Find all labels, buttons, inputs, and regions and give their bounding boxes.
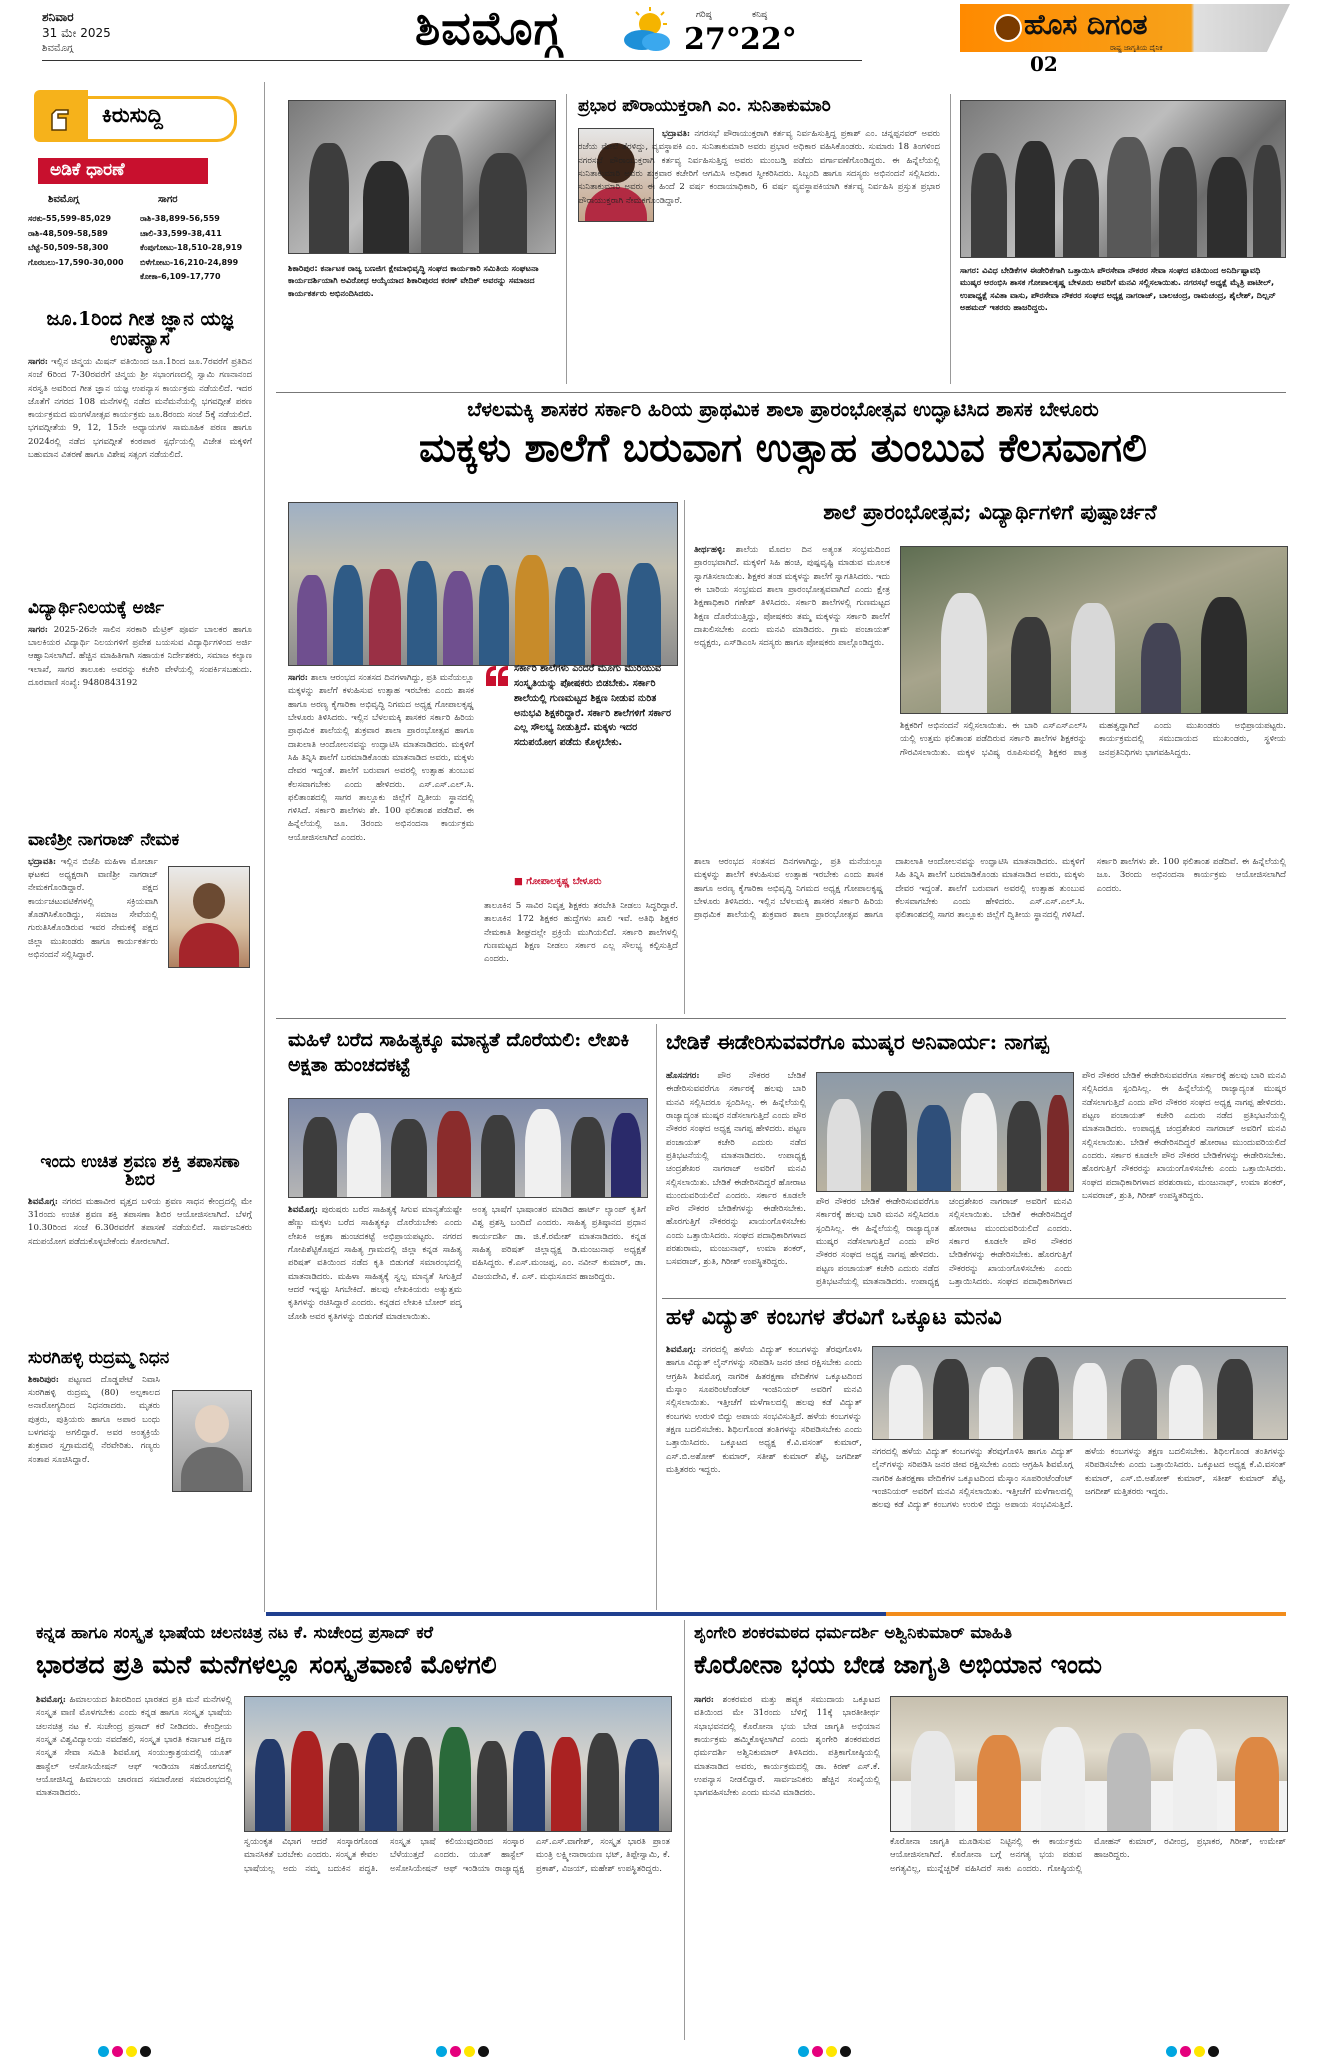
press-meet-photo xyxy=(890,1696,1288,1832)
min-temp-label: ಕನಿಷ್ಠ xyxy=(752,10,768,20)
side-story-title: ಶಾಲೆ ಪ್ರಾರಂಭೋತ್ಸವ; ವಿದ್ಯಾರ್ಥಿಗಳಿಗೆ ಪುಷ್ಪಾರ್ಚನೆ xyxy=(823,500,1157,524)
story-body: ನಗರದಲ್ಲಿ ಹಳೆಯ ವಿದ್ಯುತ್ ಕಂಬಗಳನ್ನು ತೆರವುಗೊಳಿಸಿ ಹಾಗೂ ವಿದ್ಯುತ್ ಲೈನ್‌ಗಳನ್ನು ಸರಿಪಡಿಸಿ ಜನರ ಜೀವ ರಕ್ಷಿಸಬೇಕು ಎಂದು ಆಗ್ರಹಿಸಿ ಶಿವಮೊಗ್ಗ ನಾಗರಿಕ ಹಿತರಕ್ಷಣಾ ವೇದಿಕೆಗಳ ಒಕ್ಕೂಟದಿಂದ ಮೆಸ್ಕಾಂ ಸೂಪರಿಂಟೆಂಡೆಂಟ್ ಇಂಜಿನಿಯರ್ ಅವರಿಗೆ ಮನವಿ ಸಲ್ಲಿಸಲಾಯಿತು. ಇತ್ತೀಚೆಗೆ ಮಳೆಗಾಲದಲ್ಲಿ ಹಲವು ಕಡೆ ವಿದ್ಯುತ್ ಕಂಬಗಳು ಉರುಳಿ ಬಿದ್ದು ಅಪಾಯ ಸಂಭವಿಸುತ್ತಿದೆ. ಹಳೆಯ ಕಂಬಗಳನ್ನು ತಕ್ಷಣ ಬದಲಿಸಬೇಕು. ಶಿಥಿಲಗೊಂಡ ತಂತಿಗಳನ್ನು ಸರಿಪಡಿಸಬೇಕು ಎಂದು ಒತ್ತಾಯಿಸಿದರು. ಒಕ್ಕೂಟದ ಅಧ್ಯಕ್ಷ ಕೆ.ವಿ.ವಸಂತ್ ಕುಮಾರ್, ಎಸ್.ಬಿ.ಅಶೋಕ್ ಕುಮಾರ್, ಸತೀಶ್ ಕುಮಾರ್ ಶೆಟ್ಟಿ, ಜಗದೀಶ್ ಮತ್ತಿತರರು ಇದ್ದರು. xyxy=(666,1345,862,1475)
top-left-photo xyxy=(288,100,556,254)
story-body: ಪಟ್ಟಣದ ದೊಡ್ಡಪೇಟೆ ನಿವಾಸಿ ಸುರಗಿಹಳ್ಳಿ ರುದ್ರಮ್ಮ (80) ಅಲ್ಪಕಾಲದ ಅನಾರೋಗ್ಯದಿಂದ ನಿಧನರಾದರು. ಮೃತರು ಪುತ್ರರು, ಪುತ್ರಿಯರು ಹಾಗೂ ಅಪಾರ ಬಂಧು ಬಳಗವನ್ನು ಅಗಲಿದ್ದಾರೆ. ಅವರ ಅಂತ್ಯಕ್ರಿಯೆ ಶುಕ್ರವಾರ ಸ್ವಗ್ರಾಮದಲ್ಲಿ ನೆರವೇರಿತು. ಗಣ್ಯರು ಸಂತಾಪ ಸೂಚಿಸಿದ್ದಾರೆ. xyxy=(28,1374,160,1465)
paper-name: ಹೊಸ ದಿಗಂತ xyxy=(1024,8,1148,41)
book-release-photo xyxy=(288,1098,648,1198)
market-row: ಬಿಳೆಗೋಟು-16,210-24,899 xyxy=(140,257,239,267)
story-title: ವಿದ್ಯಾರ್ಥಿನಿಲಯಕ್ಕೆ ಅರ್ಜಿ xyxy=(28,598,165,618)
market-row: ಕೋಕಾ-6,109-17,770 xyxy=(140,272,221,281)
max-temp-label: ಗರಿಷ್ಠ xyxy=(696,10,712,20)
story-title: ಸುರಗಿಹಳ್ಳಿ ರುದ್ರಮ್ಮ ನಿಧನ xyxy=(28,1348,170,1368)
side-story-body-3 xyxy=(694,856,1286,1008)
dateline: ಶಿಕಾರಿಪುರ: xyxy=(28,1374,59,1385)
side-story-body xyxy=(694,544,890,850)
story-body: ಶಿಕ್ಷಕರಿಗೆ ಅಭಿನಂದನೆ ಸಲ್ಲಿಸಲಾಯಿತು. ಈ ಬಾರಿ ಎಸ್‌ಎಸ್‌ಎಲ್‌ಸಿ ಯಲ್ಲಿ ಉತ್ತಮ ಫಲಿತಾಂಶ ಪಡೆದಿರುವ ಸರ್ಕಾರಿ ಶಾಲೆಗಳ ಶಿಕ್ಷಕರನ್ನು ಗೌರವಿಸಲಾಯಿತು. ಮಕ್ಕಳ ಭವಿಷ್ಯ ರೂಪಿಸುವಲ್ಲಿ ಶಿಕ್ಷಕರ ಪಾತ್ರ ಮಹತ್ವದ್ದಾಗಿದೆ ಎಂದು ಮುಖಂಡರು ಅಭಿಪ್ರಾಯಪಟ್ಟರು. ಕಾರ್ಯಕ್ರಮದಲ್ಲಿ ಸಮುದಾಯದ ಮುಖಂಡರು, ಸ್ಥಳೀಯ ಜನಪ್ರತಿನಿಧಿಗಳು ಭಾಗವಹಿಸಿದ್ದರು. xyxy=(900,721,1286,758)
dateline: ಹೊಸನಗರ: xyxy=(666,1071,700,1081)
sidebar-story xyxy=(28,1350,252,1574)
market-row: ರಾಶಿ-38,899-56,559 xyxy=(140,214,220,223)
lead-body-col1 xyxy=(288,672,474,1014)
min-temp: 22° xyxy=(740,22,797,57)
brand-emblem-icon xyxy=(994,14,1022,42)
top-mid-title: ಪ್ರಭಾರ ಪೌರಾಯುಕ್ತರಾಗಿ ಎಂ. ಸುನಿತಾಕುಮಾರಿ xyxy=(578,96,831,116)
sidebar-story xyxy=(28,600,252,824)
story-body: ನಗರದ ಮಹಾವೀರ ವೃತ್ತದ ಬಳಿಯ ಶ್ರವಣ ಸಾಧನ ಕೇಂದ್ರದಲ್ಲಿ ಮೇ 31ರಂದು ಉಚಿತ ಶ್ರವಣ ಶಕ್ತಿ ತಪಾಸಣಾ ಶಿಬಿರ ಆಯೋಜಿಸಲಾಗಿದೆ. ಬೆಳಗ್ಗೆ 10.30ರಿಂದ ಸಂಜೆ 6.30ರವರೆಗೆ ತಪಾಸಣೆ ನಡೆಯಲಿದೆ. ಸಾರ್ವಜನಿಕರು ಸದುಪಯೋಗ ಪಡೆದುಕೊಳ್ಳಬೇಕೆಂದು ಕೋರಲಾಗಿದೆ. xyxy=(28,1196,252,1247)
story-body: ಪೌರ ನೌಕರರ ಬೇಡಿಕೆ ಈಡೇರಿಸುವವರೆಗೂ ಸರ್ಕಾರಕ್ಕೆ ಹಲವು ಬಾರಿ ಮನವಿ ಸಲ್ಲಿಸಿದರೂ ಸ್ಪಂದಿಸಿಲ್ಲ. ಈ ಹಿನ್ನೆಲೆಯಲ್ಲಿ ರಾಜ್ಯಾದ್ಯಂತ ಮುಷ್ಕರ ನಡೆಸಲಾಗುತ್ತಿದೆ ಎಂದು ಪೌರ ನೌಕರರ ಸಂಘದ ಅಧ್ಯಕ್ಷ ನಾಗಪ್ಪ ಹೇಳಿದರು. ಪಟ್ಟಣ ಪಂಚಾಯತ್ ಕಚೇರಿ ಎದುರು ನಡೆದ ಪ್ರತಿಭಟನೆಯಲ್ಲಿ ಮಾತನಾಡಿದರು. ಉಪಾಧ್ಯಕ್ಷ ಚಂದ್ರಶೇಖರ ನಾಗರಾಜ್ ಅವರಿಗೆ ಮನವಿ ಸಲ್ಲಿಸಲಾಯಿತು. ಬೇಡಿಕೆ ಈಡೇರಿಸದಿದ್ದರೆ ಹೋರಾಟ ಮುಂದುವರಿಯಲಿದೆ ಎಂದರು. ಸರ್ಕಾರ ಕೂಡಲೇ ಪೌರ ನೌಕರರ ಬೇಡಿಕೆಗಳನ್ನು ಈಡೇರಿಸಬೇಕು. ಹೊರಗುತ್ತಿಗೆ ನೌಕರರನ್ನು ಖಾಯಂಗೊಳಿಸಬೇಕು ಎಂದು ಒತ್ತಾಯಿಸಿದರು. ಸಂಘದ ಪದಾಧಿಕಾರಿಗಳಾದ ಪರಶುರಾಮ, ಮಂಜುನಾಥ್, ಉಮಾ ಶಂಕರ್, ಬಸವರಾಜ್, ಶ್ರುತಿ, ಗಿರೀಶ್ ಉಪಸ್ಥಿತರಿದ್ದರು. xyxy=(1082,1071,1286,1201)
dateline: ಸಾಗರ: xyxy=(694,1695,714,1705)
obituary-photo xyxy=(172,1390,252,1492)
top-right-caption: ಸಾಗರ: ವಿವಿಧ ಬೇಡಿಕೆಗಳ ಈಡೇರಿಕೆಗಾಗಿ ಒತ್ತಾಯಿಸಿ ಪೌರಸೇವಾ ನೌಕರರ ಸೇವಾ ಸಂಘದ ವತಿಯಿಂದ ಅನಿರ್ದಿಷ್ಟಾವಧಿ ಮುಷ್ಕರ ಆರಂಭಿಸಿ ಶಾಸಕ ಗೋಪಾಲಕೃಷ್ಣ ಬೇಳೂರು ಅವರಿಗೆ ಮನವಿ ಸಲ್ಲಿಸಲಾಯಿತು. ನಗರಸಭೆ ಅಧ್ಯಕ್ಷೆ ಮೈತ್ರಿ ಪಾಟೀಲ್, ಉಪಾಧ್ಯಕ್ಷೆ ಸವಿತಾ ವಾಸು, ಪೌರಸೇವಾ ನೌಕರರ ಸಂಘದ ಅಧ್ಯಕ್ಷ ನಾಗರಾಜ್, ಬಾಲಚಂದ್ರ, ರಾಮಚಂದ್ರ, ಶೈಲೇಶ್, ದಿಲ್ಷನ್ ಅಹಮದ್ ಇತರರು ಹಾಜರಿದ್ದರು. xyxy=(960,265,1276,312)
column-rule xyxy=(684,500,685,1014)
print-registration-marks xyxy=(0,2046,1330,2060)
top-left-caption: ಶಿಕಾರಿಪುರ: ಕರ್ನಾಟಕ ರಾಜ್ಯ ಬಣಜಿಗ ಕ್ಷೇಮಾಭಿವೃದ್ಧಿ ಸಂಘದ ಕಾರ್ಯಕಾರಿ ಸಮಿತಿಯ ಸಂಘಟನಾ ಕಾರ್ಯದರ್ಶಿಯಾಗಿ ಅವಿರೋಧ ಆಯ್ಕೆಯಾದ ಶಿಕಾರಿಪುರದ ಕರಣ್ ವೇದಿಕ್ ಅವರನ್ನು ಸಮಾಜದ ಕಾರ್ಯಕರ್ತರು ಅಭಿನಂದಿಸಿದರು. xyxy=(288,263,539,298)
column-rule xyxy=(684,1620,685,2040)
story-body: ಪುರುಷರು ಬರೆದ ಸಾಹಿತ್ಯಕ್ಕೆ ಸಿಗುವ ಮಾನ್ಯತೆಯಷ್ಟೇ ಹೆಣ್ಣು ಮಕ್ಕಳು ಬರೆದ ಸಾಹಿತ್ಯಕ್ಕೂ ದೊರೆಯಬೇಕು ಎಂದು ಲೇಖಕಿ ಅಕ್ಷತಾ ಹುಂಚದಕಟ್ಟೆ ಅಭಿಪ್ರಾಯಪಟ್ಟರು. ನಗರದ ಗೋಪಿಶೆಟ್ಟಿಕೊಪ್ಪದ ಸಾಹಿತ್ಯ ಗ್ರಾಮದಲ್ಲಿ ಜಿಲ್ಲಾ ಕನ್ನಡ ಸಾಹಿತ್ಯ ಪರಿಷತ್ ವತಿಯಿಂದ ನಡೆದ ಕೃತಿ ಬಿಡುಗಡೆ ಸಮಾರಂಭದಲ್ಲಿ ಮಾತನಾಡಿದರು. ಮಹಿಳಾ ಸಾಹಿತ್ಯಕ್ಕೆ ಸ್ವಲ್ಪ ಮಾನ್ಯತೆ ಸಿಗುತ್ತಿದೆ ಆದರೆ ಇನ್ನಷ್ಟು ಸಿಗಬೇಕಿದೆ. ಹಲವು ಲೇಖಕಿಯರು ಅತ್ಯುತ್ತಮ ಕೃತಿಗಳನ್ನು ರಚಿಸಿದ್ದಾರೆ ಎಂದರು. ಕನ್ನಡದ ಲೇಖಕಿ ಬೋರ್ ಪದ್ಮ ಜೋಶಿ ಅವರ ಕೃತಿಗಳನ್ನು ಬಿಡುಗಡೆ ಮಾಡಲಾಯಿತು. xyxy=(288,1205,462,1322)
side-story-body-2 xyxy=(900,720,1286,850)
kirusuddi-title: ಕಿರುಸುದ್ದಿ xyxy=(102,102,163,127)
max-temp: 27° xyxy=(684,22,741,57)
top-right-photo xyxy=(960,100,1286,258)
dateline: ಶಿವಮೊಗ್ಗ: xyxy=(666,1345,696,1355)
kirusuddi-badge xyxy=(34,90,234,142)
market-right-list xyxy=(140,212,258,285)
story-body: ಕೊರೋನಾ ಜಾಗೃತಿ ಮೂಡಿಸುವ ನಿಟ್ಟಿನಲ್ಲಿ ಈ ಕಾರ್ಯಕ್ರಮ ಆಯೋಜಿಸಲಾಗಿದೆ. ಕೊರೋನಾ ಬಗ್ಗೆ ಅನಗತ್ಯ ಭಯ ಪಡುವ ಅಗತ್ಯವಿಲ್ಲ, ಮುನ್ನೆಚ್ಚರಿಕೆ ವಹಿಸಿದರೆ ಸಾಕು ಎಂದರು. ಗೋಷ್ಠಿಯಲ್ಲಿ ಮೋಹನ್ ಕುಮಾರ್, ರವೀಂದ್ರ, ಪ್ರಭಾಕರ, ಗಿರೀಶ್, ಉಮೇಶ್ ಹಾಜರಿದ್ದರು. xyxy=(890,1837,1286,1874)
story-body: ಶಾಲಾ ಆರಂಭದ ಸಂತಸದ ದಿನಗಳಾಗಿದ್ದು, ಪ್ರತಿ ಮನೆಯಲ್ಲೂ ಮಕ್ಕಳನ್ನು ಶಾಲೆಗೆ ಕಳುಹಿಸುವ ಉತ್ಸಾಹ ಇರಬೇಕು ಎಂದು ಶಾಸಕ ಹಾಗೂ ಅರಣ್ಯ ಕೈಗಾರಿಕಾ ಅಭಿವೃದ್ಧಿ ನಿಗಮದ ಅಧ್ಯಕ್ಷ ಗೋಪಾಲಕೃಷ್ಣ ಬೇಳೂರು ತಿಳಿಸಿದರು. ಇಲ್ಲಿನ ಬೆಳಲಮಕ್ಕಿ ಶಾಸಕರ ಸರ್ಕಾರಿ ಹಿರಿಯ ಪ್ರಾಥಮಿಕ ಶಾಲೆಯಲ್ಲಿ ಶುಕ್ರವಾರ ಶಾಲಾ ಪ್ರಾರಂಭೋತ್ಸವ ಹಾಗೂ ದಾಖಲಾತಿ ಆಂದೋಲನವನ್ನು ಉದ್ಘಾಟಿಸಿ ಮಾತನಾಡಿದರು. ಮಕ್ಕಳಿಗೆ ಸಿಹಿ ತಿನ್ನಿಸಿ ಶಾಲೆಗೆ ಬರಮಾಡಿಕೊಂಡು ಮಾತನಾಡಿದ ಅವರು, ಮಕ್ಕಳು ದೇವರ ಇದ್ದಂತೆ. ಶಾಲೆಗೆ ಬರುವಾಗ ಅವರಲ್ಲಿ ಉತ್ಸಾಹ ತುಂಬುವ ಕೆಲಸವಾಗಬೇಕು ಎಂದು ಹೇಳಿದರು. ಎಸ್.ಎಸ್.ಎಲ್.ಸಿ. ಫಲಿತಾಂಶದಲ್ಲಿ ಸಾಗರ ತಾಲ್ಲೂಕು ಜಿಲ್ಲೆಗೆ ದ್ವಿತೀಯ ಸ್ಥಾನದಲ್ಲಿ ಗಳಿಸಿದೆ. ಸರ್ಕಾರಿ ಶಾಲೆಗಳು ಶೇ. 100 ಫಲಿತಾಂಶ ಪಡೆದಿವೆ. ಈ ಹಿನ್ನೆಲೆಯಲ್ಲಿ ಜೂ. 3ರಂದು ಅಭಿನಂದನಾ ಕಾರ್ಯಕ್ರಮ ಆಯೋಜಿಸಲಾಗಿದೆ ಎಂದರು. xyxy=(694,857,1286,921)
city-title: ಶಿವಮೊಗ್ಗ xyxy=(415,1,562,55)
bottom-left-kicker: ಕನ್ನಡ ಹಾಗೂ ಸಂಸ್ಕೃತ ಭಾಷೆಯ ಚಲನಚಿತ್ರ ನಟ ಕೆ. ಸುಚೇಂದ್ರ ಪ್ರಸಾದ್ ಕರೆ xyxy=(36,1623,434,1642)
story-body: ಶಂಕರಮಠ ಮತ್ತು ಹವ್ಯಕ ಸಮುದಾಯ ಒಕ್ಕೂಟದ ವತಿಯಿಂದ ಮೇ 31ರಂದು ಬೆಳಿಗ್ಗೆ 11ಕ್ಕೆ ಭಾರತೀತೀರ್ಥ ಸಭಾಭವನದಲ್ಲಿ ಕೊರೋನಾ ಭಯ ಬೇಡ ಜಾಗೃತಿ ಅಭಿಯಾನ ಕಾರ್ಯಕ್ರಮ ಹಮ್ಮಿಕೊಳ್ಳಲಾಗಿದೆ ಎಂದು ಶೃಂಗೇರಿ ಶಂಕರಮಠದ ಧರ್ಮದರ್ಶಿ ಅಶ್ವಿನಿಕುಮಾರ್ ತಿಳಿಸಿದರು. ಪತ್ರಿಕಾಗೋಷ್ಠಿಯಲ್ಲಿ ಮಾತನಾಡಿದ ಅವರು, ಕಾರ್ಯಕ್ರಮದಲ್ಲಿ ಡಾ. ಕಿರಣ್ ಎಸ್.ಕೆ. ಉಪನ್ಯಾಸ ನೀಡಲಿದ್ದಾರೆ. ಸಾರ್ವಜನಿಕರು ಹೆಚ್ಚಿನ ಸಂಖ್ಯೆಯಲ್ಲಿ ಭಾಗವಹಿಸಬೇಕು ಎಂದು ಮನವಿ ಮಾಡಿದರು. xyxy=(694,1695,880,1799)
lead-body-col2 xyxy=(484,900,678,1012)
section-rule xyxy=(276,392,1286,393)
mid-right-body xyxy=(666,1070,806,1292)
mid-left-body xyxy=(288,1204,462,1604)
mid-right-title: ಬೇಡಿಕೆ ಈಡೇರಿಸುವವರೆಗೂ ಮುಷ್ಕರ ಅನಿವಾರ್ಯ: ನಾಗಪ್ಪ xyxy=(666,1030,1049,1054)
dateline: ಶಿವಮೊಗ್ಗ: xyxy=(28,1196,58,1207)
story-body: ಅಂತ್ಯ ಭಾಷೆಗೆ ಭಾಷಾಂತರ ಮಾಡಿದ ಹಾರ್ಟ್ ಲ್ಯಾಂಪ್ ಕೃತಿಗೆ ವಿಶ್ವ ಪ್ರಶಸ್ತಿ ಬಂದಿದೆ ಎಂದರು. ಸಾಹಿತ್ಯ ಪ್ರತಿಷ್ಠಾನದ ಪ್ರಧಾನ ಕಾರ್ಯದರ್ಶಿ ಡಾ. ಜಿ.ಕೆ.ರಮೇಶ್ ಮಾತನಾಡಿದರು. ಕನ್ನಡ ಸಾಹಿತ್ಯ ಪರಿಷತ್ ಜಿಲ್ಲಾಧ್ಯಕ್ಷ ಡಿ.ಮಂಜುನಾಥ ಅಧ್ಯಕ್ಷತೆ ವಹಿಸಿದ್ದರು. ಕೆ.ಎಸ್.ಮಂಜಪ್ಪ, ಎಂ. ನವೀನ್ ಕುಮಾರ್, ಡಾ. ವಿಜಯದೇವಿ, ಕೆ. ಎಸ್. ಮಧುಸೂದನ ಹಾಜರಿದ್ದರು. xyxy=(472,1205,646,1282)
strip-title: ಹಳೆ ವಿದ್ಯುತ್ ಕಂಬಗಳ ತೆರವಿಗೆ ಒಕ್ಕೂಟ ಮನವಿ xyxy=(666,1304,1002,1330)
market-row: ಬೆಟ್ಟೆ-50,509-58,300 xyxy=(28,243,109,252)
market-row: ಕೆಂಪುಗೋಟು-18,510-28,919 xyxy=(140,243,243,252)
masthead xyxy=(0,0,1330,82)
story-body: ಪೌರ ನೌಕರರ ಬೇಡಿಕೆ ಈಡೇರಿಸುವವರೆಗೂ ಸರ್ಕಾರಕ್ಕೆ ಹಲವು ಬಾರಿ ಮನವಿ ಸಲ್ಲಿಸಿದರೂ ಸ್ಪಂದಿಸಿಲ್ಲ. ಈ ಹಿನ್ನೆಲೆಯಲ್ಲಿ ರಾಜ್ಯಾದ್ಯಂತ ಮುಷ್ಕರ ನಡೆಸಲಾಗುತ್ತಿದೆ ಎಂದು ಪೌರ ನೌಕರರ ಸಂಘದ ಅಧ್ಯಕ್ಷ ನಾಗಪ್ಪ ಹೇಳಿದರು. ಪಟ್ಟಣ ಪಂಚಾಯತ್ ಕಚೇರಿ ಎದುರು ನಡೆದ ಪ್ರತಿಭಟನೆಯಲ್ಲಿ ಮಾತನಾಡಿದರು. ಉಪಾಧ್ಯಕ್ಷ ಚಂದ್ರಶೇಖರ ನಾಗರಾಜ್ ಅವರಿಗೆ ಮನವಿ ಸಲ್ಲಿಸಲಾಯಿತು. ಬೇಡಿಕೆ ಈಡೇರಿಸದಿದ್ದರೆ ಹೋರಾಟ ಮುಂದುವರಿಯಲಿದೆ ಎಂದರು. ಸರ್ಕಾರ ಕೂಡಲೇ ಪೌರ ನೌಕರರ ಬೇಡಿಕೆಗಳನ್ನು ಈಡೇರಿಸಬೇಕು. ಹೊರಗುತ್ತಿಗೆ ನೌಕರರನ್ನು ಖಾಯಂಗೊಳಿಸಬೇಕು ಎಂದು ಒತ್ತಾಯಿಸಿದರು. ಸಂಘದ ಪದಾಧಿಕಾರಿಗಳಾದ xyxy=(816,1197,1072,1287)
story-title: ವಾಣಿಶ್ರೀ ನಾಗರಾಜ್ ನೇಮಕ xyxy=(28,830,180,850)
section-rule xyxy=(662,1298,1286,1299)
dateline: ಶಿವಮೊಗ್ಗ: xyxy=(36,1695,66,1705)
story-body: ಶಾಲೆಯ ಮೊದಲ ದಿನ ಅತ್ಯಂತ ಸಂಭ್ರಮದಿಂದ ಪ್ರಾರಂಭವಾಗಿದೆ. ಮಕ್ಕಳಿಗೆ ಸಿಹಿ ಹಂಚಿ, ಪುಷ್ಪವೃಷ್ಟಿ ಮಾಡುವ ಮೂಲಕ ಸ್ವಾಗತಿಸಲಾಯಿತು. ಶಿಕ್ಷಕರ ತಂಡ ಮಕ್ಕಳನ್ನು ಶಾಲೆಗೆ ಸ್ವಾಗತಿಸಿದರು. ಇದು ಈ ಬಾರಿಯ ಸಂಭ್ರಮದ ಶಾಲಾ ಪ್ರಾರಂಭೋತ್ಸವವಾಗಿದೆ ಎಂದು ಕ್ಷೇತ್ರ ಶಿಕ್ಷಣಾಧಿಕಾರಿ ಗಣೇಶ್ ತಿಳಿಸಿದರು. ಸರ್ಕಾರಿ ಶಾಲೆಗಳಲ್ಲಿ ಗುಣಮಟ್ಟದ ಶಿಕ್ಷಣ ದೊರೆಯುತ್ತಿದ್ದು, ಪೋಷಕರು ತಮ್ಮ ಮಕ್ಕಳನ್ನು ಸರ್ಕಾರಿ ಶಾಲೆಗೆ ದಾಖಲಿಸಬೇಕು ಎಂದು ಮನವಿ ಮಾಡಿದರು. ಗ್ರಾಮ ಪಂಚಾಯತ್ ಅಧ್ಯಕ್ಷರು, ಎಸ್‌ಡಿಎಂಸಿ ಸದಸ್ಯರು ಹಾಗೂ ಪೋಷಕರು ಪಾಲ್ಗೊಂಡಿದ್ದರು. xyxy=(694,545,890,649)
market-row: ಸರಕು-55,599-85,029 xyxy=(28,214,112,223)
column-rule xyxy=(656,1024,657,1610)
story-body: ಸ್ವಯಂಕೃತ ವಿಭಾಗ ಆದರೆ ಸಂಸ್ಕಾರಗೊಂಡ ಮಾನಸಿಕತೆ ಬರಬೇಕು ಎಂದರು. ಸಂಸ್ಕೃತ ಕೇವಲ ಭಾಷೆಯಲ್ಲ ಅದು ನಮ್ಮ ಬದುಕಿನ ಪದ್ಧತಿ. ಸಂಸ್ಕೃತ ಭಾಷೆ ಕಲಿಯುವುದರಿಂದ ಸಂಸ್ಕಾರ ಬೆಳೆಯುತ್ತದೆ ಎಂದರು. ಯೂತ್ ಹಾಸ್ಟೆಲ್ ಅಸೋಸಿಯೇಷನ್ ಆಫ್ ಇಂಡಿಯಾ ರಾಜ್ಯಾಧ್ಯಕ್ಷ ಎಸ್.ಎಸ್.ವಾಗೇಶ್, ಸಂಸ್ಕೃತ ಭಾರತಿ ಪ್ರಾಂತ ಮಂತ್ರಿ ಲಕ್ಷ್ಮೀನಾರಾಯಣ ಭಟ್, ತಿಪ್ಪೇಸ್ವಾಮಿ, ಕೆ. ಪ್ರಕಾಶ್, ವಿಜಯ್, ಮಹೇಶ್ ಉಪಸ್ಥಿತರಿದ್ದರು. xyxy=(244,1837,670,1874)
lead-group-photo xyxy=(288,502,678,666)
market-row: ಗೊರಬಲು-17,590-30,000 xyxy=(28,257,124,267)
issue-date: 31 ಮೇ 2025 xyxy=(42,26,111,40)
story-body: ಪೌರ ನೌಕರರ ಬೇಡಿಕೆ ಈಡೇರಿಸುವವರೆಗೂ ಸರ್ಕಾರಕ್ಕೆ ಹಲವು ಬಾರಿ ಮನವಿ ಸಲ್ಲಿಸಿದರೂ ಸ್ಪಂದಿಸಿಲ್ಲ. ಈ ಹಿನ್ನೆಲೆಯಲ್ಲಿ ರಾಜ್ಯಾದ್ಯಂತ ಮುಷ್ಕರ ನಡೆಸಲಾಗುತ್ತಿದೆ ಎಂದು ಪೌರ ನೌಕರರ ಸಂಘದ ಅಧ್ಯಕ್ಷ ನಾಗಪ್ಪ ಹೇಳಿದರು. ಪಟ್ಟಣ ಪಂಚಾಯತ್ ಕಚೇರಿ ಎದುರು ನಡೆದ ಪ್ರತಿಭಟನೆಯಲ್ಲಿ ಮಾತನಾಡಿದರು. ಉಪಾಧ್ಯಕ್ಷ ಚಂದ್ರಶೇಖರ ನಾಗರಾಜ್ ಅವರಿಗೆ ಮನವಿ ಸಲ್ಲಿಸಲಾಯಿತು. ಬೇಡಿಕೆ ಈಡೇರಿಸದಿದ್ದರೆ ಹೋರಾಟ ಮುಂದುವರಿಯಲಿದೆ ಎಂದರು. ಸರ್ಕಾರ ಕೂಡಲೇ ಪೌರ ನೌಕರರ ಬೇಡಿಕೆಗಳನ್ನು ಈಡೇರಿಸಬೇಕು. ಹೊರಗುತ್ತಿಗೆ ನೌಕರರನ್ನು ಖಾಯಂಗೊಳಿಸಬೇಕು ಎಂದು ಒತ್ತಾಯಿಸಿದರು. ಸಂಘದ ಪದಾಧಿಕಾರಿಗಳಾದ ಪರಶುರಾಮ, ಮಂಜುನಾಥ್, ಉಮಾ ಶಂಕರ್, ಬಸವರಾಜ್, ಶ್ರುತಿ, ಗಿರೀಶ್ ಉಪಸ್ಥಿತರಿದ್ದರು. xyxy=(666,1071,806,1268)
quote-icon xyxy=(484,664,510,688)
mid-right-body-3 xyxy=(1082,1070,1286,1292)
page-number: 02 xyxy=(1030,52,1058,76)
edition-name: ಶಿವಮೊಗ್ಗ xyxy=(42,43,74,54)
pull-quote-author-name: ಗೋಪಾಲಕೃಷ್ಣ ಬೇಳೂರು xyxy=(526,876,602,887)
dateline: ಸಾಗರ: xyxy=(28,624,48,635)
story-body: ಇಲ್ಲಿನ ಬಿಜೆಪಿ ಮಹಿಳಾ ಮೋರ್ಚಾ ಘಟಕದ ಅಧ್ಯಕ್ಷರಾಗಿ ವಾಣಿಶ್ರೀ ನಾಗರಾಜ್ ನೇಮಕಗೊಂಡಿದ್ದಾರೆ. ಪಕ್ಷದ ಕಾರ್ಯಚಟುವಟಿಕೆಗಳಲ್ಲಿ ಸಕ್ರಿಯವಾಗಿ ತೊಡಗಿಸಿಕೊಂಡಿದ್ದು, ಸಮಾಜ ಸೇವೆಯಲ್ಲಿ ಗುರುತಿಸಿಕೊಂಡಿರುವ ಇವರ ನೇಮಕಕ್ಕೆ ಪಕ್ಷದ ಜಿಲ್ಲಾ ಮುಖಂಡರು ಹಾಗೂ ಕಾರ್ಯಕರ್ತರು ಅಭಿನಂದನೆ ಸಲ್ಲಿಸಿದ್ದಾರೆ. xyxy=(28,856,158,961)
market-left-city: ಶಿವಮೊಗ್ಗ xyxy=(48,194,80,205)
section-divider-bar xyxy=(266,1612,886,1616)
pull-quote xyxy=(484,662,678,892)
weather-icon xyxy=(620,6,676,56)
pull-quote-text: ಸರ್ಕಾರಿ ಶಾಲೆಗಳು ಎಂದರೆ ಮೂಗು ಮುರಿಯುವ ಸಂಸ್ಕೃತಿಯನ್ನು ಪೋಷಕರು ಬಿಡಬೇಕು. ಸರ್ಕಾರಿ ಶಾಲೆಯಲ್ಲಿ ಗುಣಮಟ್ಟದ ಶಿಕ್ಷಣ ನೀಡುವ ನುರಿತ ಅನುಭವಿ ಶಿಕ್ಷಕರಿದ್ದಾರೆ. ಸರ್ಕಾರಿ ಶಾಲೆಗಳಿಗೆ ಸರ್ಕಾರ ಎಲ್ಲ ಸೌಲಭ್ಯ ನೀಡುತ್ತಿದೆ. ಮಕ್ಕಳು ಇದರ ಸದುಪಯೋಗ ಪಡೆದು ಕೊಳ್ಳಬೇಕು. xyxy=(514,663,672,749)
memorandum-photo xyxy=(872,1346,1288,1440)
dateline: ಭದ್ರಾವತಿ: xyxy=(28,856,57,867)
paper-brand xyxy=(960,4,1290,58)
portrait-photo xyxy=(168,866,250,968)
market-row: ರಾಶಿ-48,509-58,589 xyxy=(28,228,108,238)
market-title: ಅಡಿಕೆ ಧಾರಣೆ xyxy=(50,160,125,180)
side-story-photo xyxy=(900,546,1288,714)
column-rule xyxy=(264,82,265,1612)
pull-quote-author: ■ ಗೋಪಾಲಕೃಷ್ಣ ಬೇಳೂರು xyxy=(514,876,602,887)
strip-body xyxy=(666,1344,862,1608)
bottom-right-body xyxy=(694,1694,880,2040)
story-body: ಇಲ್ಲಿನ ಚಿನ್ಮಯ ಮಿಷನ್ ವತಿಯಿಂದ ಜೂ.1ರಿಂದ ಜೂ.7ರವರೆಗೆ ಪ್ರತಿದಿನ ಸಂಜೆ 6ರಿಂದ 7-30ರವರೆಗೆ ಚಿನ್ಮಯ ಶ್ರೀ ಸಭಾಂಗಣದಲ್ಲಿ ಸ್ವಾಮಿ ಗಣನಾನಂದ ಸರಸ್ವತಿ ಅವರಿಂದ ಗೀತ ಜ್ಞಾನ ಯಜ್ಞ ಉಪನ್ಯಾಸ ಕಾರ್ಯಕ್ರಮ ನಡೆಯಲಿದೆ. ಇದರ ಜೊತೆಗೆ ನಗರದ 108 ಮನೆಗಳಲ್ಲಿ ನಡೆದ ಮನೆಮನೆಯಲ್ಲಿ ಭಗವದ್ಗೀತೆ ಪಠಣ ಕಾರ್ಯಕ್ರಮದ ಮಂಗಳೋತ್ಸವ ಕಾರ್ಯಕ್ರಮ ಜೂ.8ರಂದು ಸಂಜೆ 5ಕ್ಕೆ ನಡೆಯಲಿದೆ. ಭಗವದ್ಗೀತೆಯ 9, 12, 15ನೇ ಅಧ್ಯಾಯಗಳ ಸಾಮೂಹಿಕ ಪಠಣ ಹಾಗೂ 2024ರಲ್ಲಿ ನಡೆದ ಭಗವದ್ಗೀತೆ ಕಂಠಪಾಠ ಸ್ಪರ್ಧೆಯಲ್ಲಿ ವಿಜೇತ ಮಕ್ಕಳಿಗೆ ಬಹುಮಾನ ವಿತರಣೆ ಹಾಗೂ ವಿಶೇಷ ಸತ್ಸಂಗ ನಡೆಯಲಿದೆ. xyxy=(28,356,252,461)
trekking-group-photo xyxy=(244,1696,672,1832)
story-title: ಇಂದು ಉಚಿತ ಶ್ರವಣ ಶಕ್ತಿ ತಪಾಸಣಾ ಶಿಬಿರ xyxy=(40,1152,240,1190)
bottom-right-title: ಕೊರೋನಾ ಭಯ ಬೇಡ ಜಾಗೃತಿ ಅಭಿಯಾನ ಇಂದು xyxy=(694,1650,1102,1679)
story-body: ನಗರದಲ್ಲಿ ಹಳೆಯ ವಿದ್ಯುತ್ ಕಂಬಗಳನ್ನು ತೆರವುಗೊಳಿಸಿ ಹಾಗೂ ವಿದ್ಯುತ್ ಲೈನ್‌ಗಳನ್ನು ಸರಿಪಡಿಸಿ ಜನರ ಜೀವ ರಕ್ಷಿಸಬೇಕು ಎಂದು ಆಗ್ರಹಿಸಿ ಶಿವಮೊಗ್ಗ ನಾಗರಿಕ ಹಿತರಕ್ಷಣಾ ವೇದಿಕೆಗಳ ಒಕ್ಕೂಟದಿಂದ ಮೆಸ್ಕಾಂ ಸೂಪರಿಂಟೆಂಡೆಂಟ್ ಇಂಜಿನಿಯರ್ ಅವರಿಗೆ ಮನವಿ ಸಲ್ಲಿಸಲಾಯಿತು. ಇತ್ತೀಚೆಗೆ ಮಳೆಗಾಲದಲ್ಲಿ ಹಲವು ಕಡೆ ವಿದ್ಯುತ್ ಕಂಬಗಳು ಉರುಳಿ ಬಿದ್ದು ಅಪಾಯ ಸಂಭವಿಸುತ್ತಿದೆ. ಹಳೆಯ ಕಂಬಗಳನ್ನು ತಕ್ಷಣ ಬದಲಿಸಬೇಕು. ಶಿಥಿಲಗೊಂಡ ತಂತಿಗಳನ್ನು ಸರಿಪಡಿಸಬೇಕು ಎಂದು ಒತ್ತಾಯಿಸಿದರು. ಒಕ್ಕೂಟದ ಅಧ್ಯಕ್ಷ ಕೆ.ವಿ.ವಸಂತ್ ಕುಮಾರ್, ಎಸ್.ಬಿ.ಅಶೋಕ್ ಕುಮಾರ್, ಸತೀಶ್ ಕುಮಾರ್ ಶೆಟ್ಟಿ, ಜಗದೀಶ್ ಮತ್ತಿತರರು ಇದ್ದರು. xyxy=(872,1447,1286,1511)
section-rule xyxy=(276,1018,1286,1019)
story-body: ಶಾಲಾ ಆರಂಭದ ಸಂತಸದ ದಿನಗಳಾಗಿದ್ದು, ಪ್ರತಿ ಮನೆಯಲ್ಲೂ ಮಕ್ಕಳನ್ನು ಶಾಲೆಗೆ ಕಳುಹಿಸುವ ಉತ್ಸಾಹ ಇರಬೇಕು ಎಂದು ಶಾಸಕ ಹಾಗೂ ಅರಣ್ಯ ಕೈಗಾರಿಕಾ ಅಭಿವೃದ್ಧಿ ನಿಗಮದ ಅಧ್ಯಕ್ಷ ಗೋಪಾಲಕೃಷ್ಣ ಬೇಳೂರು ತಿಳಿಸಿದರು. ಇಲ್ಲಿನ ಬೆಳಲಮಕ್ಕಿ ಶಾಸಕರ ಸರ್ಕಾರಿ ಹಿರಿಯ ಪ್ರಾಥಮಿಕ ಶಾಲೆಯಲ್ಲಿ ಶುಕ್ರವಾರ ಶಾಲಾ ಪ್ರಾರಂಭೋತ್ಸವ ಹಾಗೂ ದಾಖಲಾತಿ ಆಂದೋಲನವನ್ನು ಉದ್ಘಾಟಿಸಿ ಮಾತನಾಡಿದರು. ಮಕ್ಕಳಿಗೆ ಸಿಹಿ ತಿನ್ನಿಸಿ ಶಾಲೆಗೆ ಬರಮಾಡಿಕೊಂಡು ಮಾತನಾಡಿದ ಅವರು, ಮಕ್ಕಳು ದೇವರ ಇದ್ದಂತೆ. ಶಾಲೆಗೆ ಬರುವಾಗ ಅವರಲ್ಲಿ ಉತ್ಸಾಹ ತುಂಬುವ ಕೆಲಸವಾಗಬೇಕು ಎಂದು ಹೇಳಿದರು. ಎಸ್.ಎಸ್.ಎಲ್.ಸಿ. ಫಲಿತಾಂಶದಲ್ಲಿ ಸಾಗರ ತಾಲ್ಲೂಕು ಜಿಲ್ಲೆಗೆ ದ್ವಿತೀಯ ಸ್ಥಾನದಲ್ಲಿ ಗಳಿಸಿದೆ. ಸರ್ಕಾರಿ ಶಾಲೆಗಳು ಶೇ. 100 ಫಲಿತಾಂಶ ಪಡೆದಿವೆ. ಈ ಹಿನ್ನೆಲೆಯಲ್ಲಿ ಜೂ. 3ರಂದು ಅಭಿನಂದನಾ ಕಾರ್ಯಕ್ರಮ ಆಯೋಜಿಸಲಾಗಿದೆ ಎಂದರು. xyxy=(288,673,474,843)
mid-left-body-2 xyxy=(472,1204,646,1604)
masthead-rule xyxy=(42,60,862,61)
story-title: ಜೂ.1ರಿಂದ ಗೀತ ಜ್ಞಾನ ಯಜ್ಞ ಉಪನ್ಯಾಸ xyxy=(46,308,234,350)
paper-tagline: ರಾಷ್ಟ್ರ ಜಾಗೃತಿಯ ದೈನಿಕ xyxy=(1110,44,1163,52)
column-rule xyxy=(950,94,951,384)
sidebar-story xyxy=(28,832,252,976)
dateline: ಭದ್ರಾವತಿ: xyxy=(662,129,691,139)
market-right-city: ಸಾಗರ xyxy=(158,194,178,205)
story-body: ಹಿಮಾಲಯದ ಶಿಖರದಿಂದ ಭಾರತದ ಪ್ರತಿ ಮನೆ ಮನೆಗಳಲ್ಲಿ ಸಂಸ್ಕೃತ ವಾಣಿ ಮೊಳಗಬೇಕು ಎಂದು ಕನ್ನಡ ಹಾಗೂ ಸಂಸ್ಕೃತ ಭಾಷೆಯ ಚಲನಚಿತ್ರ ನಟ ಕೆ. ಸುಚೇಂದ್ರ ಪ್ರಸಾದ್ ಕರೆ ನೀಡಿದರು. ಕೇಂದ್ರೀಯ ಸಂಸ್ಕೃತ ವಿಶ್ವವಿದ್ಯಾಲಯ ನವದೆಹಲಿ, ಸಂಸ್ಕೃತ ಭಾರತಿ ಕರ್ನಾಟಕ ದಕ್ಷಿಣ ಸಂಸ್ಕೃತ ಸೇವಾ ಸಮಿತಿ ಶಿವಮೊಗ್ಗ ಸಂಯುಕ್ತಾಶ್ರಯದಲ್ಲಿ ಯೂತ್ ಹಾಸ್ಟೆಲ್ ಆಸೋಸಿಯೇಷನ್ ಆಫ್ ಇಂಡಿಯಾ ಸಹಯೋಗದಲ್ಲಿ ಆಯೋಜಿಸಿದ್ದ ಹಿಮಾಲಯ ಚಾರಣದ ಸಮಾರೋಪ ಸಮಾರಂಭದಲ್ಲಿ ಮಾತನಾಡಿದರು. xyxy=(36,1695,232,1799)
section-divider-bar xyxy=(886,1612,1286,1616)
column-rule xyxy=(566,94,567,384)
hand-icon xyxy=(46,100,76,132)
market-left-list xyxy=(28,212,146,270)
lead-kicker: ಬೆಳಲಮಕ್ಕಿ ಶಾಸಕರ ಸರ್ಕಾರಿ ಹಿರಿಯ ಪ್ರಾಥಮಿಕ ಶಾಲಾ ಪ್ರಾರಂಭೋತ್ಸವ ಉದ್ಘಾಟಿಸಿದ ಶಾಸಕ ಬೇಳೂರು xyxy=(467,398,1099,421)
bottom-left-body xyxy=(36,1694,232,2040)
sidebar-story xyxy=(28,310,252,582)
market-box xyxy=(28,156,252,332)
sidebar xyxy=(28,82,254,1612)
market-row: ಚಾಲಿ-33,599-38,411 xyxy=(140,228,222,238)
story-body: 2025-26ನೇ ಸಾಲಿನ ಸರಕಾರಿ ಮೆಟ್ರಿಕ್ ಪೂರ್ವ ಬಾಲಕರ ಹಾಗೂ ಬಾಲಕಿಯರ ವಿದ್ಯಾರ್ಥಿ ನಿಲಯಗಳಿಗೆ ಪ್ರವೇಶ ಬಯಸುವ ವಿದ್ಯಾರ್ಥಿಗಳಿಂದ ಅರ್ಜಿ ಆಹ್ವಾನಿಸಲಾಗಿದೆ. ಹೆಚ್ಚಿನ ಮಾಹಿತಿಗಾಗಿ ಸಹಾಯಕ ನಿರ್ದೇಶಕರು, ಸಮಾಜ ಕಲ್ಯಾಣ ಇಲಾಖೆ, ಸಾಗರ ತಾಲೂಕು ಅವರನ್ನು ಕಚೇರಿ ವೇಳೆಯಲ್ಲಿ ಸಂಪರ್ಕಿಸಬಹುದು. ದೂರವಾಣಿ ಸಂಖ್ಯೆ: 9480843192 xyxy=(28,624,252,689)
bottom-left-title: ಭಾರತದ ಪ್ರತಿ ಮನೆ ಮನೆಗಳಲ್ಲೂ ಸಂಸ್ಕೃತವಾಣಿ ಮೊಳಗಲಿ xyxy=(36,1650,497,1679)
mid-right-body-2 xyxy=(816,1196,1072,1292)
issue-day: ಶನಿವಾರ xyxy=(42,10,74,24)
dateline: ಸಾಗರ: xyxy=(288,673,308,683)
dateline: ಶಿವಮೊಗ್ಗ: xyxy=(288,1205,318,1215)
bottom-left-body-2 xyxy=(244,1836,670,2040)
dateline: ತೀರ್ಥಹಳ್ಳಿ: xyxy=(694,545,726,555)
top-mid-body xyxy=(578,128,940,384)
sidebar-story xyxy=(28,1154,252,1346)
lead-headline: ಮಕ್ಕಳು ಶಾಲೆಗೆ ಬರುವಾಗ ಉತ್ಸಾಹ ತುಂಬುವ ಕೆಲಸವಾಗಲಿ xyxy=(419,425,1147,471)
bottom-right-kicker: ಶೃಂಗೇರಿ ಶಂಕರಮಠದ ಧರ್ಮದರ್ಶಿ ಅಶ್ವಿನಿಕುಮಾರ್ ಮಾಹಿತಿ xyxy=(694,1623,1012,1642)
dateline: ಸಾಗರ: xyxy=(28,356,48,367)
story-body: ತಾಲೂಕಿನ 5 ಸಾವಿರ ನಿವೃತ್ತ ಶಿಕ್ಷಕರು ತರಬೇತಿ ನೀಡಲು ಸಿದ್ಧರಿದ್ದಾರೆ. ತಾಲೂಕಿನ 172 ಶಿಕ್ಷಕರ ಹುದ್ದೆಗಳು ಖಾಲಿ ಇವೆ. ಅತಿಥಿ ಶಿಕ್ಷಕರ ನೇಮಕಾತಿ ಶೀಘ್ರದಲ್ಲೇ ಪ್ರಕ್ರಿಯೆ ಮುಗಿಯಲಿದೆ. ಸರ್ಕಾರಿ ಶಾಲೆಗಳಲ್ಲಿ ಗುಣಮಟ್ಟದ ಶಿಕ್ಷಣ ನೀಡಲು ಸರ್ಕಾರ ಎಲ್ಲ ಸೌಲಭ್ಯ ಕಲ್ಪಿಸುತ್ತಿದೆ ಎಂದರು. xyxy=(484,901,678,965)
bottom-right-body-2 xyxy=(890,1836,1286,2040)
story-body: ನಗರಸಭೆ ಪೌರಾಯುಕ್ತರಾಗಿ ಕರ್ತವ್ಯ ನಿರ್ವಹಿಸುತ್ತಿದ್ದ ಪ್ರಕಾಶ್ ಎಂ. ಚನ್ನಪ್ಪನವರ್ ಅವರು ರಜೆಯ ಮೇಲೆ ತೆರಳಿದ್ದು, ವ್ಯವಸ್ಥಾಪಕಿ ಎಂ. ಸುನಿತಾಕುಮಾರಿ ಅವರು ಪ್ರಭಾರ ಅಧಿಕಾರ ವಹಿಸಿಕೊಂಡರು. ಸುಮಾರು 18 ತಿಂಗಳಿಂದ ನಗರಸಭೆ ಪೌರಾಯುಕ್ತರಾಗಿ ಕರ್ತವ್ಯ ನಿರ್ವಹಿಸುತ್ತಿದ್ದ ಅವರು ಮುಂಬಡ್ತಿ ಪಡೆದು ವರ್ಗಾವಣೆಗೊಂಡಿದ್ದರು. ಈ ಹಿನ್ನೆಲೆಯಲ್ಲಿ ಸುನಿತಾಕುಮಾರಿ ಅವರು ಶುಕ್ರವಾರ ಕಚೇರಿಗೆ ಆಗಮಿಸಿ ಅಧಿಕಾರ ಸ್ವೀಕರಿಸಿದರು. ಸಿಬ್ಬಂದಿ ಹಾಗೂ ಸದಸ್ಯರು ಅಭಿನಂದನೆ ಸಲ್ಲಿಸಿದರು. ಸುನಿತಾಕುಮಾರಿ ಅವರು ಈ ಹಿಂದೆ 2 ವರ್ಷ ಕಂದಾಯಾಧಿಕಾರಿ, 6 ವರ್ಷ ವ್ಯವಸ್ಥಾಪಕಿಯಾಗಿ ಕರ್ತವ್ಯ ನಿರ್ವಹಿಸಿ ಪ್ರಸ್ತುತ ಪ್ರಭಾರ ಪೌರಾಯುಕ್ತರಾಗಿ ನೇಮಕಗೊಂಡಿದ್ದಾರೆ. xyxy=(578,129,940,206)
mid-left-title: ಮಹಿಳೆ ಬರೆದ ಸಾಹಿತ್ಯಕ್ಕೂ ಮಾನ್ಯತೆ ದೊರೆಯಲಿ: ಲೇಖಕಿ ಅಕ್ಷತಾ ಹುಂಚದಕಟ್ಟೆ xyxy=(288,1029,630,1076)
strip-body-2 xyxy=(872,1446,1286,1608)
protest-photo xyxy=(816,1072,1074,1192)
